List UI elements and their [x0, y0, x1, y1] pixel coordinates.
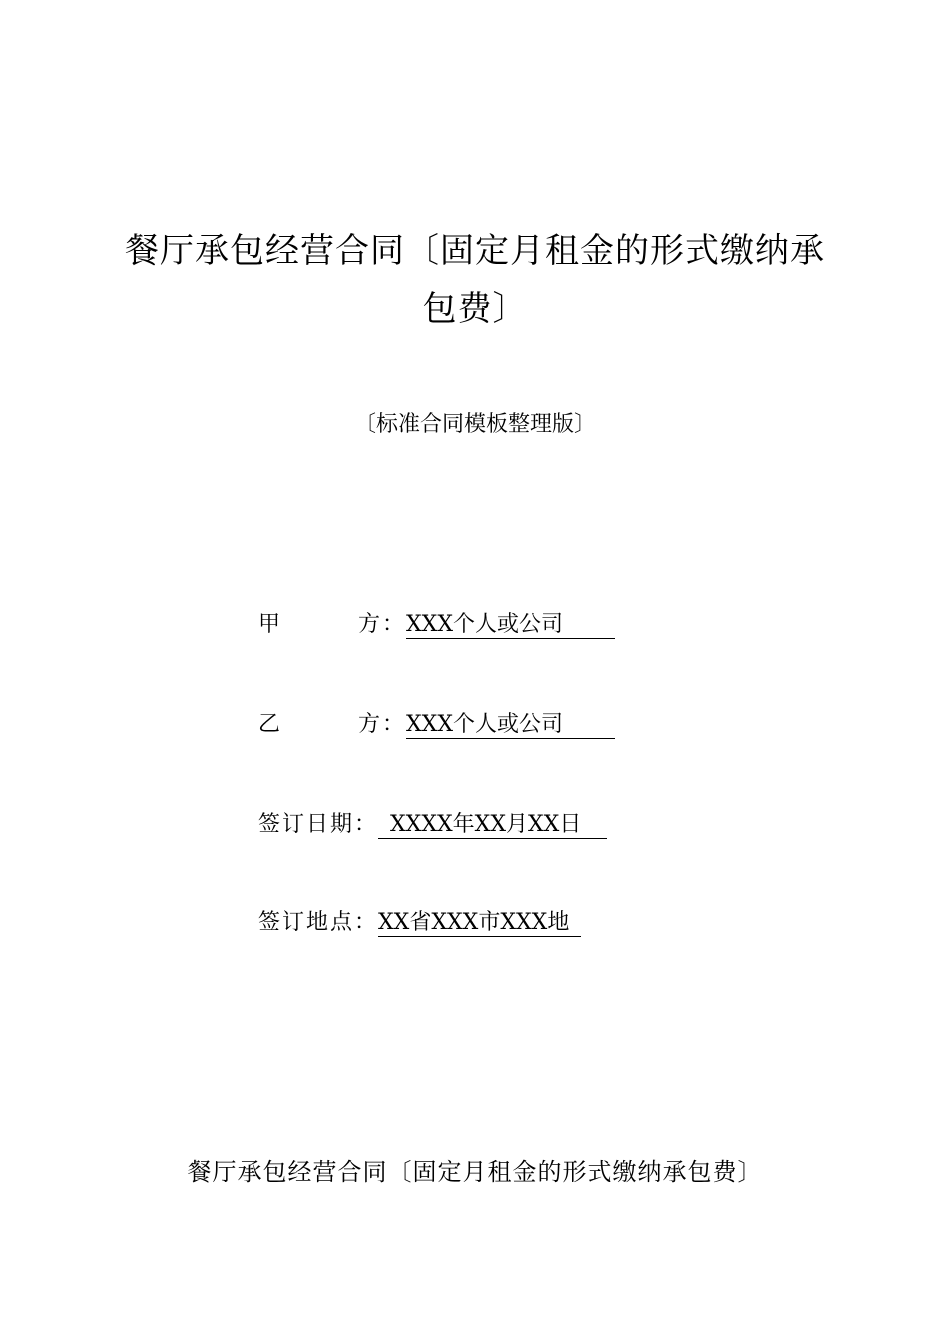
sign-place-value: XX省XXX市XXX地 — [378, 910, 581, 937]
sign-place-row — [258, 906, 581, 940]
document-subtitle: 〔标准合同模板整理版〕 — [353, 412, 596, 437]
sign-date-row — [258, 808, 607, 842]
title-line-1: 餐厅承包经营合同〔固定月租金的形式缴纳承 — [125, 231, 825, 271]
footer-title: 餐厅承包经营合同〔固定月租金的形式缴纳承包费〕 — [187, 1158, 763, 1186]
party-a-row — [258, 608, 615, 642]
party-a-value: XXX个人或公司 — [406, 612, 615, 639]
party-b-row — [258, 708, 615, 742]
party-a-label-char2: 方： — [358, 612, 407, 637]
sign-date-label: 签订日期： — [258, 812, 379, 837]
party-b-value: XXX个人或公司 — [406, 712, 615, 739]
sign-place-label: 签订地点： — [258, 910, 379, 935]
party-b-label-char2: 方： — [358, 712, 407, 737]
party-b-label-char1: 乙 — [258, 712, 281, 737]
title-line-2: 包费〕 — [422, 289, 528, 329]
sign-date-value: XXXX年XX月XX日 — [378, 812, 607, 839]
party-a-label-char1: 甲 — [258, 612, 281, 637]
document-title — [100, 222, 850, 338]
